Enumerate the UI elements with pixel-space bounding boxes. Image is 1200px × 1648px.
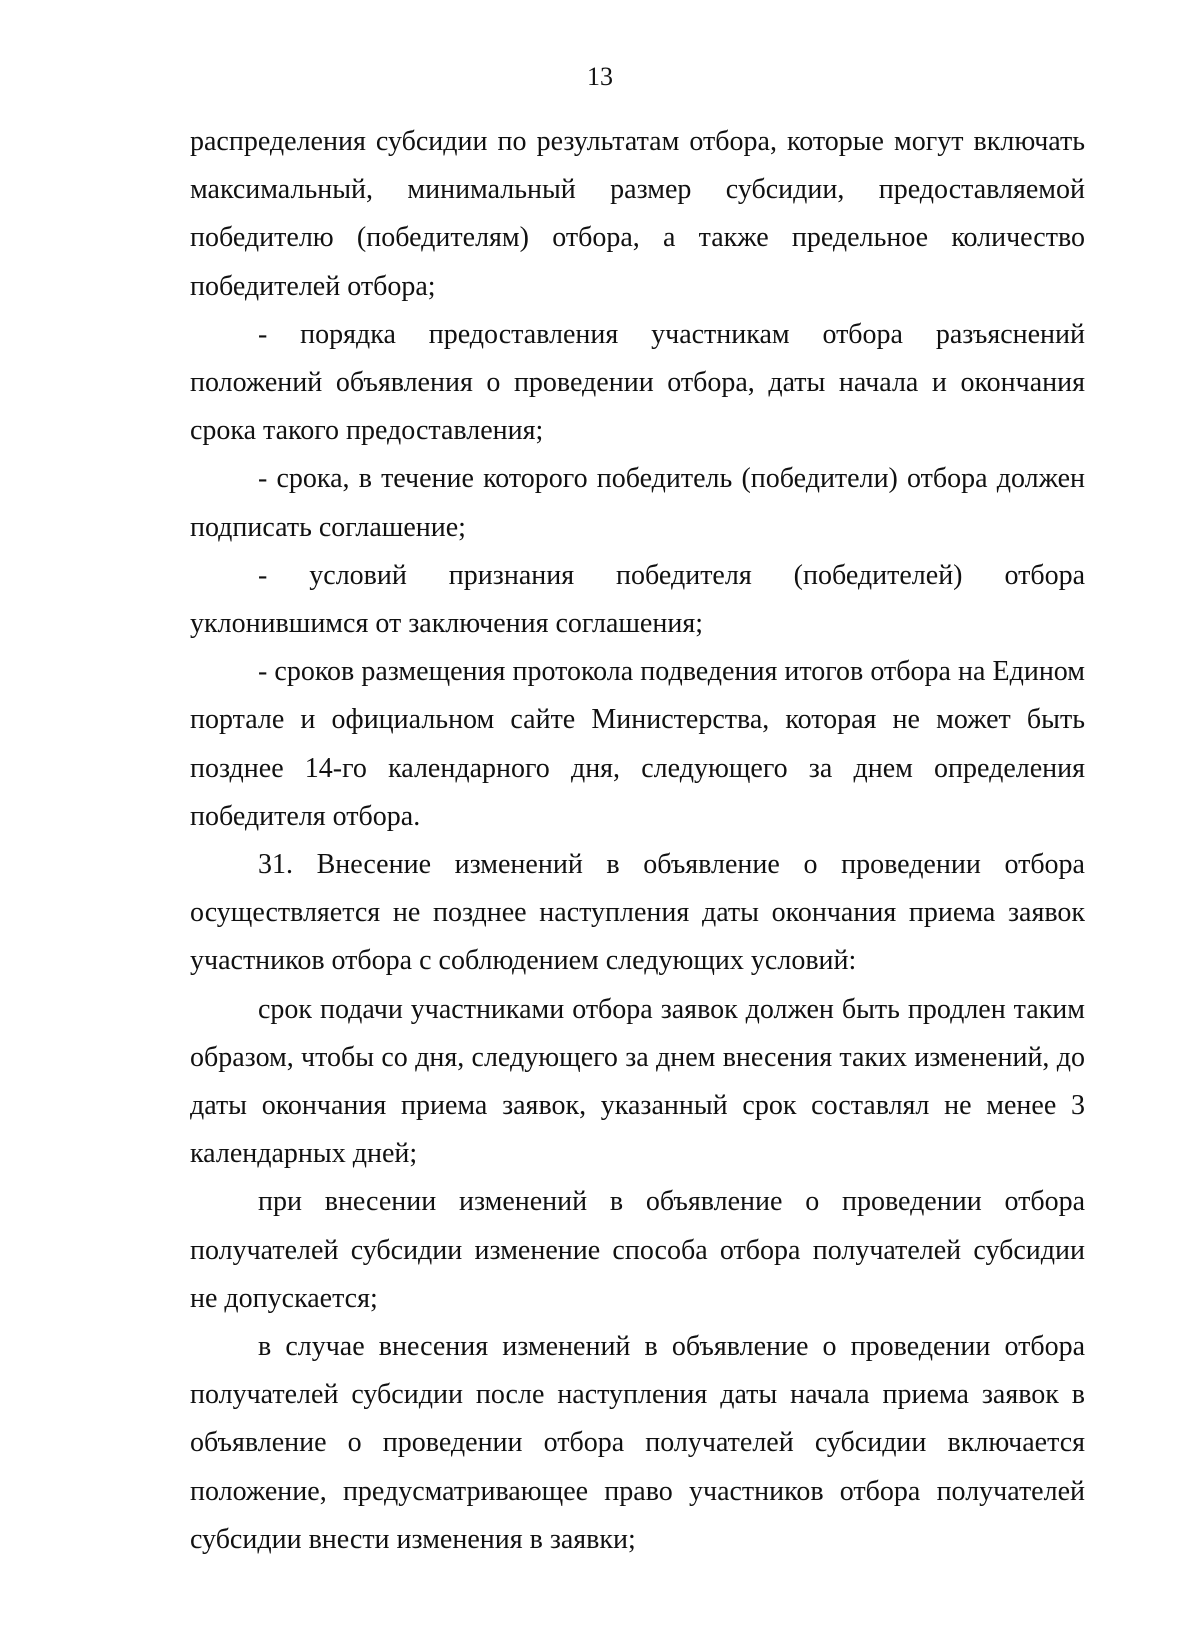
paragraph-section-31: 31. Внесение изменений в объявление о проведении отбора осуществляется не позднее наступления даты окончания приема заявок участников отбора с соблюдением следующих условий: [190,849,1085,977]
document-body [190,118,1085,1564]
paragraph-clarifications-order: - порядка предоставления участникам отбора разъяснений положений объявления о проведении отбора, даты начала и окончания срока такого предоставления; [190,318,1085,447]
paragraph-evasion-conditions: - условий признания победителя (победителей) отбора уклонившимся от заключения соглашения; [190,559,1085,640]
paragraph-continuation: распределения субсидии по результатам отбора, которые могут включать максимальный, минимальный размер субсидии, предоставляемой победителю (победителям) отбора, а также предельное количество победителей отбора; [190,126,1085,302]
paragraph-protocol-placement: - сроков размещения протокола подведения итогов отбора на Едином портале и официальном сайте Министерства, которая не может быть позднее 14-го календарного дня, следующего за днем определения победителя отбора. [190,656,1085,832]
page-number: 13 [587,62,613,91]
paragraph-application-changes: в случае внесения изменений в объявление о проведении отбора получателей субсидии после наступления даты начала приема заявок в объявление о проведении отбора получателей субсидии включается положение, предусматривающее право участников отбора получателей субсидии внести изменения в заявки; [190,1331,1085,1555]
paragraph-signing-term: - срока, в течение которого победитель (победители) отбора должен подписать соглашение; [190,463,1085,543]
paragraph-deadline-extension: срок подачи участниками отбора заявок должен быть продлен таким образом, чтобы со дня, следующего за днем внесения таких изменений, до даты окончания приема заявок, указанный срок составлял не менее 3 календарных дней; [190,993,1085,1170]
paragraph-method-change: при внесении изменений в объявление о проведении отбора получателей субсидии изменение способа отбора получателей субсидии не допускается; [190,1186,1085,1314]
